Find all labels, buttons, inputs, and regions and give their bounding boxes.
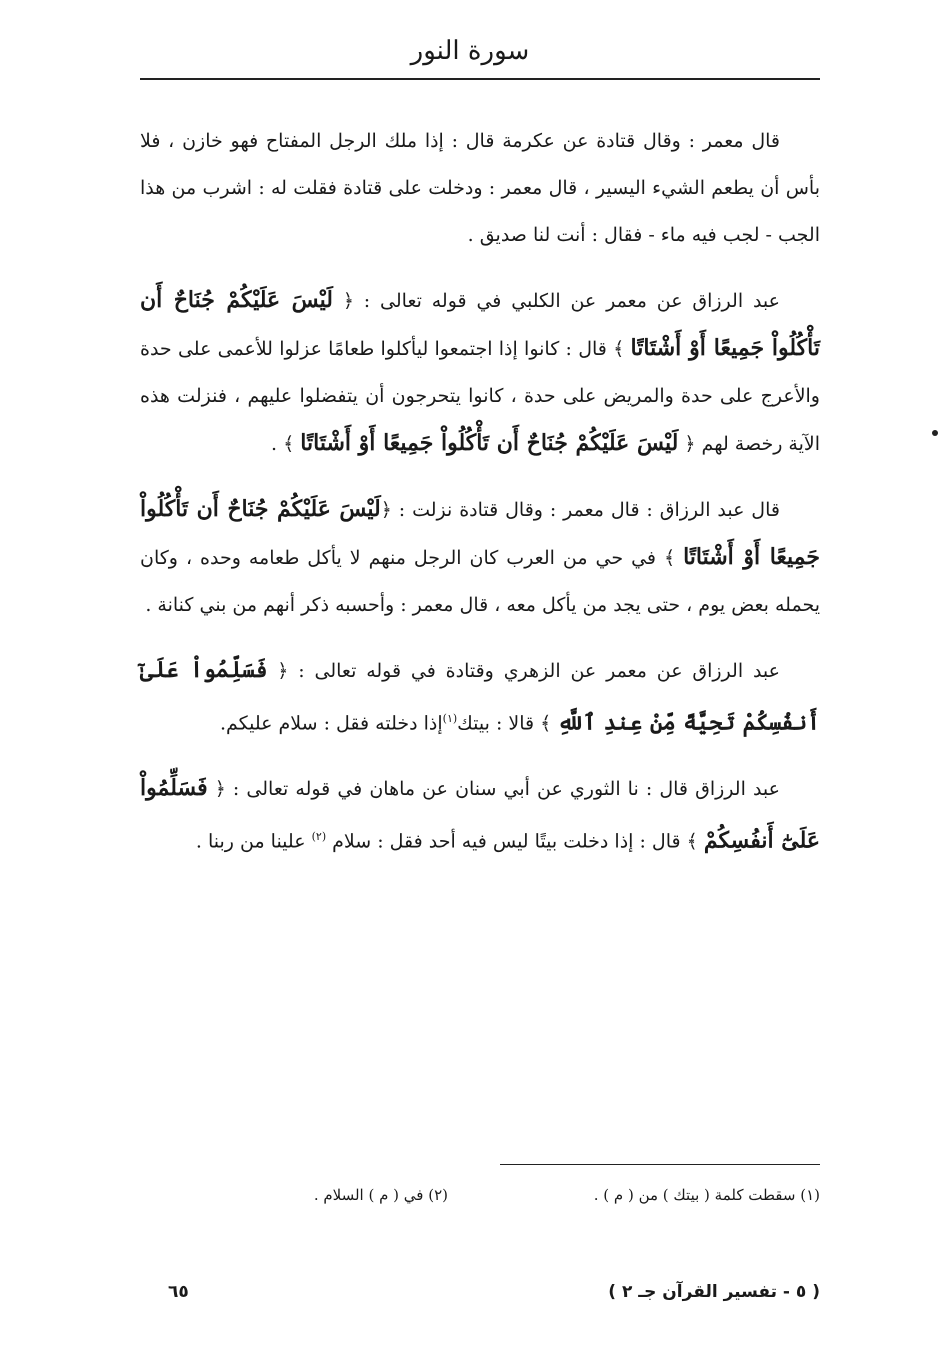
printer-signature: ( ٥ - تفسير القرآن جـ ٢ ) [608,1282,820,1302]
footnote-1: (١) سقطت كلمة ( بيتك ) من ( م ) . [593,1186,820,1204]
paragraph-2 [140,277,820,468]
running-header-title: سورة النور [410,36,530,66]
quran-verse: فَسَلِّمُواْ عَلَىٰٓ أَنفُسِكُمْ [140,775,820,854]
paragraph-text: ﴾ . [271,433,301,455]
paragraph-text: إذا دخلته فقل : سلام عليكم. [219,712,443,735]
paragraph-text: ﴾ قالا : بيتك [457,712,558,735]
page-number: ٦٥ [168,1282,189,1302]
paragraph-5 [140,765,820,865]
paragraph-text: علينا من ربنا . [195,830,312,853]
paragraph-text: ﴾ قال : كانوا إذا اجتمعوا ليأكلوا طعامًا عزلوا للأعمى على حدة والأعرج على حدة والمريض على حدة ، كانوا يتحرجون أن يتفضلوا عليهم ، فنزلت هذه الآية رخصة لهم ﴿ [140,338,820,455]
header-rule [140,78,820,80]
paragraph-text: قال معمر : وقال قتادة عن عكرمة قال : إذا ملك الرجل المفتاح فهو خازن ، فلا بأس أن يطعم الشيء اليسير ، قال معمر : ودخلت على قتادة فقلت له : اشرب من هذا الجب - لجب فيه ماء - فقال : أنت لنا صديق . [140,130,820,246]
paragraph-1 [140,118,820,259]
paragraph-text: ﴾ في حي من العرب كان الرجل منهم لا يأكل طعامه وحده ، وكان يحمله بعض يوم ، حتى يجد من يأكل معه ، قال معمر : وأحسبه ذكر أنهم من بني كنانة . [140,547,820,616]
quran-verse: لَيْسَ عَلَيْكُمْ جُنَاحٌ أَن تَأْكُلُواْ جَمِيعًا أَوْ أَشْتَاتًا [140,496,820,570]
main-text [140,118,820,884]
footnote-ref: (٢) [311,830,327,844]
quran-verse: لَيْسَ عَلَيْكُمْ جُنَاحٌ أَن تَأْكُلُواْ جَمِيعًا أَوْ أَشْتَاتًا [300,430,679,456]
footnote-ref: (١) [442,712,458,725]
paragraph-4 [140,647,820,747]
paragraph-text: عبد الرزاق عن معمر عن الكلبي في قوله تعالى : ﴿ [333,290,780,312]
paragraph-3 [140,486,820,629]
paragraph-text: ﴾ قال : إذا دخلت بيتًا ليس فيه أحد فقل : سلام [326,830,704,853]
scan-mark [932,430,938,436]
paragraph-text: عبد الرزاق قال : نا الثوري عن أبي سنان عن ماهان في قوله تعالى : ﴿ [207,778,780,801]
quran-verse: لَيْسَ عَلَيْكُمْ جُنَاحٌ أَن تَأْكُلُواْ جَمِيعًا أَوْ أَشْتَاتًا [140,287,820,361]
paragraph-text: قال عبد الرزاق : قال معمر : وقال قتادة نزلت : ﴿ [380,499,780,521]
footnote-2: (٢) في ( م ) السلام . [313,1186,448,1204]
paragraph-text: عبد الرزاق عن معمر عن الزهري وقتادة في قوله تعالى : ﴿ [267,660,780,682]
quran-verse: فَسَلِّمُواْ عَلَىٰٓ أَنفُسِكُمْ تَحِيَّةً مِّنْ عِندِ ٱللَّهِ [140,657,820,736]
footnote-rule [500,1164,820,1165]
